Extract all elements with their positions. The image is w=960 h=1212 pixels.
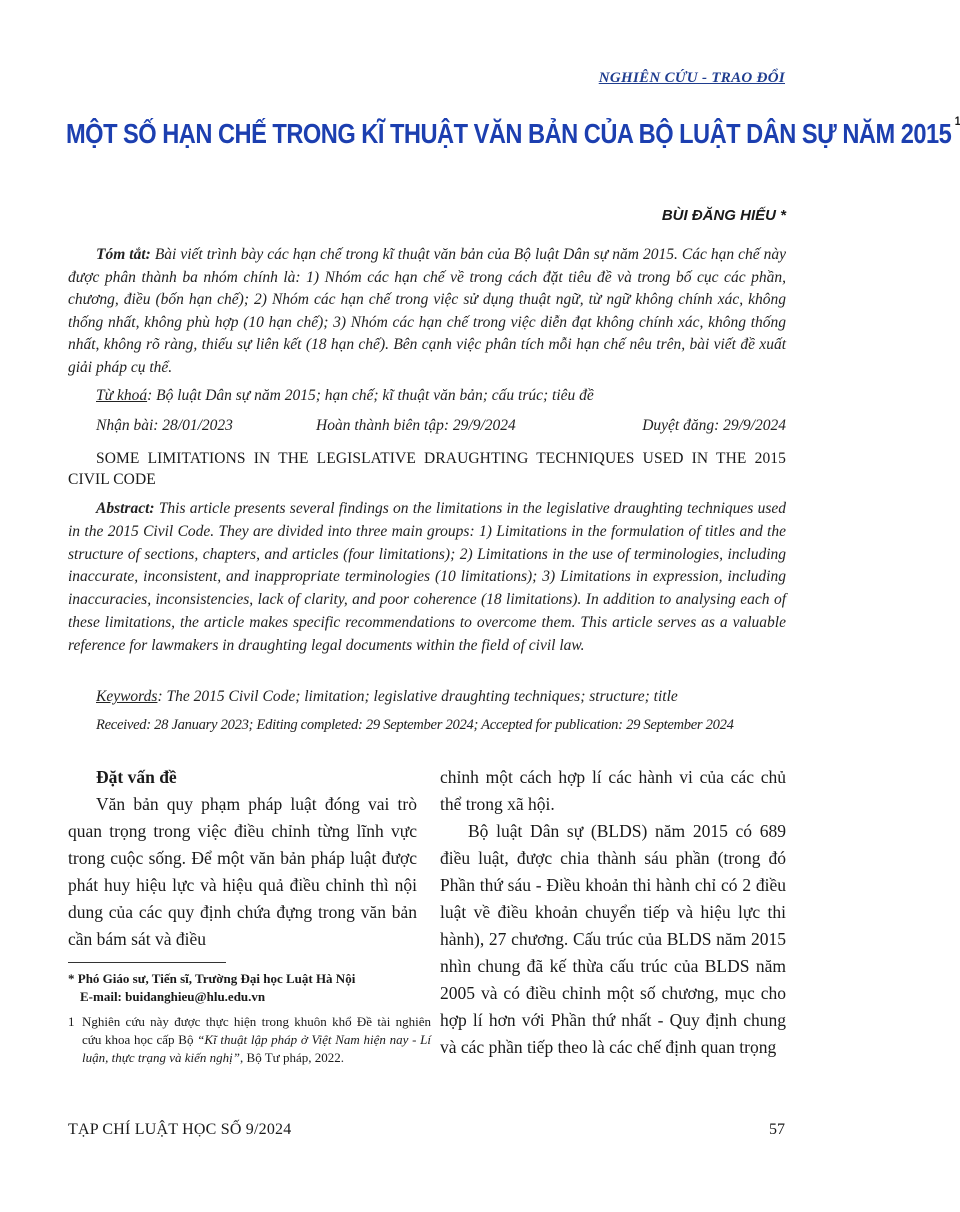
journal-name: TẠP CHÍ LUẬT HỌC SỐ 9/2024 xyxy=(68,1121,292,1138)
footnote-author xyxy=(68,970,417,1006)
body-column-right xyxy=(440,764,786,1061)
author-name: BÙI ĐĂNG HIẾU * xyxy=(661,207,786,224)
footnote-divider xyxy=(68,962,226,963)
vi-editing-date: Hoàn thành biên tập: 29/9/2024 xyxy=(316,417,516,434)
en-abstract xyxy=(68,498,786,658)
en-keywords-list: : The 2015 Civil Code; limitation; legislative draughting techniques; structure; title xyxy=(157,688,678,705)
footnote-1-mark: 1 xyxy=(68,1014,75,1029)
en-abstract-label: Abstract: xyxy=(96,500,155,517)
body-column-left xyxy=(68,764,417,953)
vi-abstract-text: Bài viết trình bày các hạn chế trong kĩ thuật văn bản của Bộ luật Dân sự năm 2015. Các hạn chế này được phân thành ba nhóm chính là: 1) Nhóm các hạn chế về trong cách đặt tiêu đề và trong bố cục các phần, chương, điều (bốn hạn chế); 2) Nhóm các hạn chế trong việc sử dụng thuật ngữ, từ ngữ không chính xác, không thống nhất, không phù hợp (10 hạn chế); 3) Nhóm các hạn chế trong việc diễn đạt không chính xác, không thống nhất, không rõ ràng, thiếu sự liên kết (18 hạn chế). Bên cạnh việc phân tích mỗi hạn chế nêu trên, bài viết đề xuất giải pháp cụ thể. xyxy=(68,246,786,376)
body-paragraph: Bộ luật Dân sự (BLDS) năm 2015 có 689 điều luật, được chia thành sáu phần (trong đó Phần thứ sáu - Điều khoản thi hành chỉ có 2 điều luật về điều khoản chuyển tiếp và hiệu lực thi hành), 27 chương. Cấu trúc của BLDS năm 2015 nhìn chung đã kế thừa cấu trúc của BLDS năm 2005 và có điều chỉnh một số chương, mục cho hợp lí hơn với Phần thứ nhất - Quy định chung và các phần tiếp theo là các chế định quan trọng xyxy=(440,821,786,1057)
vi-keywords-list: : Bộ luật Dân sự năm 2015; hạn chế; kĩ thuật văn bản; cấu trúc; tiêu đề xyxy=(147,387,594,404)
en-abstract-text: This article presents several findings on the limitations in the legislative draughting techniques used in the 2015 Civil Code. They are divided into three main groups: 1) Limitations in the formulation of titles and the structure of sections, chapters, and articles (four limitations); 2) Limitations in the use of terminologies, including inaccurate, inconsistent, and inappropriate terminologies (10 limitations); 3) Limitations in expression, including inaccuracies, inconsistencies, lack of clarity, and poor coherence (18 limitations). In addition to analysing each of these limitations, the article makes specific recommendations to overcome them. This article serves as a valuable reference for lawmakers in draughting legal documents within the field of civil law. xyxy=(68,500,786,654)
vi-keywords xyxy=(96,387,594,405)
en-received-line: Received: 28 January 2023; Editing completed: 29 September 2024; Accepted for publication: 29 September 2024 xyxy=(96,717,734,733)
author-affiliation: * Phó Giáo sư, Tiến sĩ, Trường Đại học Luật Hà Nội xyxy=(68,971,356,986)
footnote-1-text-b: , Bộ Tư pháp, 2022. xyxy=(240,1050,344,1065)
body-paragraph-continuation: chỉnh một cách hợp lí các hành vi của các chủ thể trong xã hội. xyxy=(440,767,786,814)
vi-abstract xyxy=(68,244,786,379)
section-label: NGHIÊN CỨU - TRAO ĐỔI xyxy=(598,70,785,86)
footnote-1 xyxy=(68,1013,431,1067)
body-paragraph: Văn bản quy phạm pháp luật đóng vai trò quan trọng trong việc điều chỉnh từng lĩnh vực trong cuộc sống. Để một văn bản pháp luật được phát huy hiệu lực và hiệu quả điều chỉnh thì nội dung của các quy định chứa đựng trong văn bản cần bám sát và điều xyxy=(68,794,417,949)
section-heading: Đặt vấn đề xyxy=(96,767,177,787)
en-keywords xyxy=(96,688,678,706)
en-keywords-label: Keywords xyxy=(96,688,158,705)
vi-keywords-label: Từ khoá xyxy=(96,387,148,404)
footnote-1-text-a: Nghiên cứu này được thực hiện trong khuôn khổ Đề tài nghiên cứu khoa học cấp Bộ xyxy=(82,1014,431,1047)
vi-abstract-label: Tóm tắt: xyxy=(96,246,151,263)
author-email[interactable]: E-mail: buidanghieu@hlu.edu.vn xyxy=(80,989,266,1004)
page-number: 57 xyxy=(769,1121,785,1138)
footnote-1-project-title: “Kĩ thuật lập pháp ở Việt Nam hiện nay - Lí luận, thực trạng và kiến nghị” xyxy=(82,1032,431,1065)
title-footnote-mark[interactable]: 1 xyxy=(954,114,960,128)
vi-accepted-date: Duyệt đăng: 29/9/2024 xyxy=(642,417,786,434)
vi-received-date: Nhận bài: 28/01/2023 xyxy=(96,417,233,434)
english-title: SOME LIMITATIONS IN THE LEGISLATIVE DRAUGHTING TECHNIQUES USED IN THE 2015 CIVIL CODE xyxy=(68,450,786,488)
article-title xyxy=(66,114,960,150)
article-title-text: MỘT SỐ HẠN CHẾ TRONG KĨ THUẬT VĂN BẢN CỦA BỘ LUẬT DÂN SỰ NĂM 2015 xyxy=(66,118,952,149)
